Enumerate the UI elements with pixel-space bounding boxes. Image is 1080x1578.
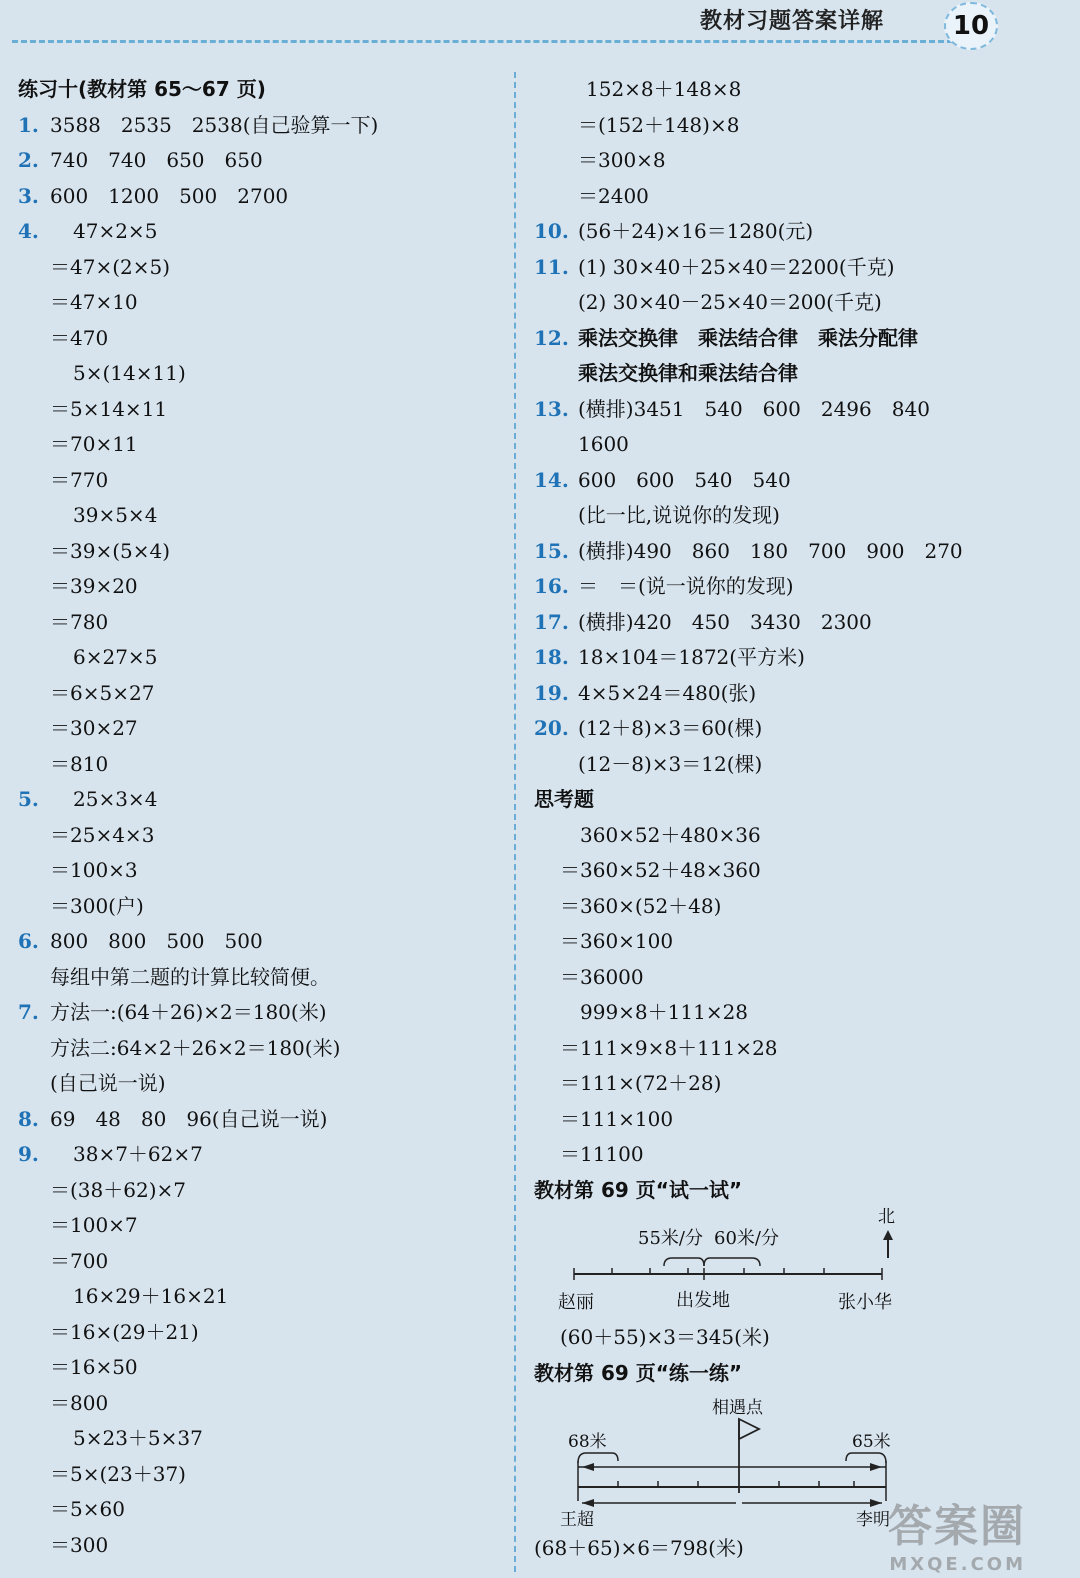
question-number: 13. (534, 396, 569, 421)
answer-row (18, 1208, 498, 1244)
answer-text: 方法一:(64＋26)×2＝180(米) (50, 1000, 327, 1024)
answer-row (18, 534, 498, 570)
answer-row (534, 711, 1054, 747)
label-zhangxiaohua: 张小华 (838, 1292, 892, 1313)
answer-row (18, 1173, 498, 1209)
answer-row (18, 818, 498, 854)
answer-row (534, 214, 1054, 250)
answer-row (534, 889, 1054, 925)
section-heading: 练习十(教材第 65～67 页) (18, 77, 266, 101)
left-answer-list (18, 108, 498, 1564)
north-label: 北 (878, 1207, 895, 1227)
answer-row (534, 250, 1054, 286)
question-number: 17. (534, 609, 569, 634)
answer-text: ＝810 (50, 751, 109, 776)
answer-row (534, 72, 1054, 108)
answer-text: (1) 30×40＋25×40＝2200(千克) (578, 254, 895, 279)
answer-text: 25×3×4 (73, 787, 158, 811)
answer-row (18, 960, 498, 996)
answer-row (534, 569, 1054, 605)
answer-text: ＝360×100 (560, 929, 674, 953)
answer-text: ＝16×(29＋21) (50, 1319, 199, 1344)
label-wangchao: 王超 (560, 1510, 594, 1530)
answer-text: 38×7＋62×7 (73, 1142, 203, 1166)
answer-row (534, 285, 1054, 321)
answer-text: ＝16×50 (50, 1355, 138, 1379)
answer-text: (横排)420 450 3430 2300 (578, 609, 872, 634)
question-number: 10. (534, 219, 569, 243)
question-number: 1. (18, 112, 39, 137)
answer-row (18, 1421, 498, 1457)
watermark-logo: 答案圈 MXQE.COM (888, 1501, 1026, 1575)
answer-text: ＝39×(5×4) (50, 538, 171, 563)
answer-text: 39×5×4 (73, 503, 158, 527)
answer-text: ＝800 (50, 1390, 109, 1415)
answer-text: 16×29＋16×21 (73, 1284, 229, 1308)
question-number: 14. (534, 467, 569, 492)
question-number: 18. (534, 645, 569, 669)
try-diagram (534, 1208, 1034, 1320)
answer-text: (自己说一说) (50, 1071, 166, 1095)
answer-row (18, 995, 498, 1031)
answer-row (18, 1279, 498, 1315)
answer-text: ＝ ＝(说一说你的发现) (578, 574, 794, 598)
answer-row (18, 889, 498, 925)
try-heading: 教材第 69 页“试一试” (534, 1177, 743, 1202)
header-title: 教材习题答案详解 (700, 9, 885, 34)
answer-text: (12＋8)×3＝60(棵) (578, 716, 763, 740)
answer-row (18, 782, 498, 818)
answer-row (18, 1066, 498, 1102)
question-number: 9. (18, 1142, 39, 1166)
answer-text: ＝5×14×11 (50, 396, 168, 421)
answer-text: 5×23＋5×37 (73, 1426, 203, 1450)
answer-row (18, 179, 498, 215)
answer-text: 69 48 80 96(自己说一说) (50, 1106, 328, 1131)
practice-heading: 教材第 69 页“练一练” (534, 1360, 743, 1385)
answer-row (18, 427, 498, 463)
question-number: 2. (18, 148, 39, 172)
answer-row (534, 392, 1054, 428)
answer-row (18, 1244, 498, 1280)
answer-text: (横排)3451 540 600 2496 840 (578, 396, 930, 421)
answer-row (534, 1066, 1054, 1102)
answer-text: ＝700 (50, 1248, 109, 1273)
answer-row (18, 1457, 498, 1493)
answer-row (534, 853, 1054, 889)
question-number: 20. (534, 716, 569, 740)
try-answer: (60＋55)×3＝345(米) (560, 1325, 770, 1349)
page-number: 10 (944, 2, 998, 50)
question-number: 7. (18, 1000, 39, 1024)
answer-row (18, 285, 498, 321)
answer-text: ＝11100 (560, 1142, 644, 1166)
answer-row (534, 179, 1054, 215)
answer-row (18, 853, 498, 889)
answer-row (18, 1350, 498, 1386)
answer-row (18, 463, 498, 499)
question-number: 19. (534, 680, 569, 705)
dist-right-label: 65米 (852, 1432, 891, 1452)
answer-text: ＝30×27 (50, 716, 138, 740)
answer-row (534, 747, 1054, 783)
answer-row (18, 356, 498, 392)
answer-text: 乘法交换律 乘法结合律 乘法分配律 (578, 325, 918, 350)
answer-text: ＝47×(2×5) (50, 254, 171, 279)
answer-row (534, 960, 1054, 996)
answer-row (534, 818, 1054, 854)
question-number: 12. (534, 325, 569, 350)
answer-row (534, 356, 1054, 392)
answer-text: ＝300×8 (578, 148, 666, 172)
answer-row (18, 498, 498, 534)
meet-point-label: 相遇点 (712, 1398, 763, 1418)
speed-right-label: 60米/分 (714, 1228, 779, 1249)
answer-text: ＝47×10 (50, 290, 138, 314)
answer-row (534, 640, 1054, 676)
answer-row (534, 108, 1054, 144)
answer-text: ＝360×52＋48×360 (560, 858, 761, 882)
answer-row (534, 1102, 1054, 1138)
answer-row (534, 321, 1054, 357)
answer-text: 乘法交换律和乘法结合律 (578, 361, 798, 385)
answer-text: 600 1200 500 2700 (50, 183, 289, 208)
answer-row (18, 747, 498, 783)
practice-answer: (68＋65)×6＝798(米) (534, 1536, 744, 1560)
answer-row (534, 676, 1054, 712)
answer-text: ＝780 (50, 609, 109, 634)
answer-row (534, 605, 1054, 641)
answer-text: ＝300 (50, 1532, 109, 1557)
answer-text: ＝5×(23＋37) (50, 1461, 186, 1486)
answer-text: ＝(38＋62)×7 (50, 1177, 186, 1202)
answer-row (18, 143, 498, 179)
answer-text: 18×104＝1872(平方米) (578, 645, 805, 669)
answer-text: (2) 30×40－25×40＝200(千克) (578, 290, 882, 314)
answer-row (18, 676, 498, 712)
answer-row (18, 640, 498, 676)
answer-text: ＝111×(72＋28) (560, 1071, 722, 1095)
answer-text: (比一比,说说你的发现) (578, 503, 780, 527)
answer-text: ＝100×7 (50, 1213, 138, 1237)
answer-text: 740 740 650 650 (50, 148, 263, 172)
answer-text: ＝360×(52＋48) (560, 893, 722, 918)
question-number: 5. (18, 787, 39, 811)
thinking-answer-list (534, 818, 1054, 1173)
answer-text: ＝2400 (578, 183, 649, 208)
answer-text: (横排)490 860 180 700 900 270 (578, 538, 963, 563)
question-number: 15. (534, 538, 569, 563)
answer-text: ＝111×9×8＋111×28 (560, 1035, 778, 1060)
answer-row (534, 463, 1054, 499)
right-column (534, 72, 1054, 1567)
label-zhaoli: 赵丽 (558, 1292, 594, 1313)
answer-row (18, 1386, 498, 1422)
answer-row (534, 534, 1054, 570)
answer-text: 3588 2535 2538(自己验算一下) (50, 112, 379, 137)
answer-text: ＝6×5×27 (50, 680, 155, 705)
answer-text: 5×(14×11) (73, 361, 186, 385)
answer-text: (12－8)×3＝12(棵) (578, 751, 763, 776)
answer-text: ＝470 (50, 325, 109, 350)
right-answer-list (534, 72, 1054, 782)
answer-row (18, 1528, 498, 1564)
answer-text: 4×5×24＝480(张) (578, 680, 757, 705)
answer-row (18, 392, 498, 428)
answer-row (18, 711, 498, 747)
question-number: 8. (18, 1106, 39, 1131)
label-liming: 李明 (856, 1510, 890, 1530)
answer-text: ＝100×3 (50, 858, 138, 882)
column-divider (514, 72, 516, 1572)
question-number: 16. (534, 574, 569, 598)
answer-text: ＝5×60 (50, 1497, 125, 1521)
question-number: 6. (18, 929, 39, 953)
answer-row (18, 569, 498, 605)
answer-text: 方法二:64×2＋26×2＝180(米) (50, 1035, 341, 1060)
answer-row (18, 924, 498, 960)
answer-text: 152×8＋148×8 (586, 77, 742, 101)
answer-row (534, 1031, 1054, 1067)
answer-text: 999×8＋111×28 (580, 1000, 749, 1024)
header-dashed-line (12, 40, 962, 43)
answer-text: ＝25×4×3 (50, 822, 155, 847)
answer-text: ＝70×11 (50, 432, 138, 456)
answer-text: 47×2×5 (73, 219, 158, 243)
answer-row (18, 1315, 498, 1351)
answer-text: ＝36000 (560, 964, 644, 989)
answer-text: 6×27×5 (73, 645, 158, 669)
answer-text: ＝(152＋148)×8 (578, 112, 740, 137)
question-number: 11. (534, 254, 569, 279)
question-number: 4. (18, 219, 39, 243)
dist-left-label: 68米 (568, 1432, 607, 1452)
answer-text: ＝770 (50, 467, 109, 492)
answer-text: 每组中第二题的计算比较简便。 (50, 964, 330, 989)
answer-text: ＝111×100 (560, 1106, 674, 1131)
answer-row (18, 1492, 498, 1528)
answer-row (534, 1137, 1054, 1173)
left-column (18, 72, 498, 1563)
answer-row (534, 498, 1054, 534)
answer-row (534, 924, 1054, 960)
answer-row (18, 1102, 498, 1138)
answer-row (534, 995, 1054, 1031)
answer-row (18, 250, 498, 286)
answer-row (534, 143, 1054, 179)
answer-text: ＝39×20 (50, 574, 138, 598)
answer-text: 1600 (578, 432, 629, 456)
answer-row (18, 1137, 498, 1173)
answer-text: ＝300(户) (50, 893, 144, 918)
answer-row (18, 321, 498, 357)
question-number: 3. (18, 183, 39, 208)
answer-text: 360×52＋480×36 (580, 822, 761, 847)
speed-left-label: 55米/分 (638, 1228, 703, 1249)
answer-text: (56＋24)×16＝1280(元) (578, 219, 814, 243)
answer-row (18, 108, 498, 144)
answer-row (18, 1031, 498, 1067)
answer-text: 800 800 500 500 (50, 929, 263, 953)
answer-row (534, 427, 1054, 463)
answer-row (18, 214, 498, 250)
label-start-point: 出发地 (676, 1290, 730, 1311)
thinking-heading: 思考题 (534, 787, 594, 811)
answer-text: 600 600 540 540 (578, 467, 791, 492)
answer-row (18, 605, 498, 641)
